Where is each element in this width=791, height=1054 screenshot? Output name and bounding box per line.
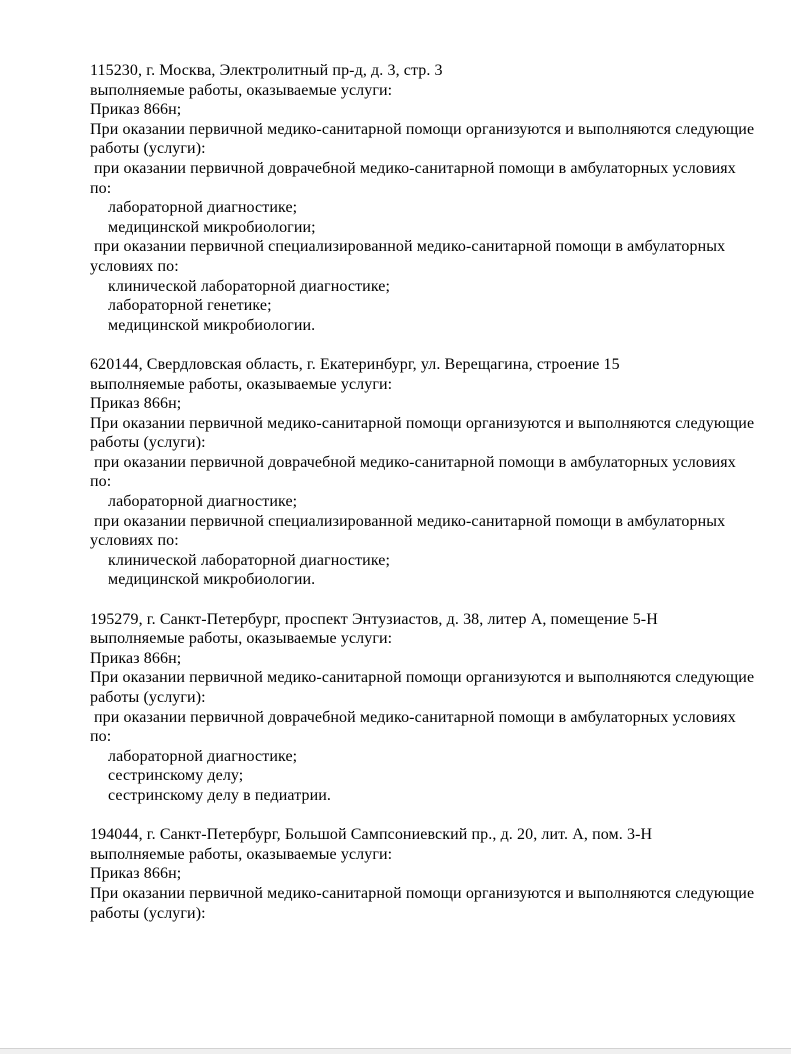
text-line: Приказ 866н;	[90, 395, 182, 413]
address-line: 194044, г. Санкт-Петербург, Большой Сампсониевский пр., д. 20, лит. А, пом. 3-Н	[90, 826, 653, 844]
text-line: При оказании первичной медико-санитарной помощи организуются и выполняются следующие	[90, 120, 755, 138]
address-line: 115230, г. Москва, Электролитный пр-д, д. 3, стр. 3	[90, 62, 443, 79]
text-line: лабораторной диагностике;	[108, 747, 298, 765]
text-line: лабораторной диагностике;	[108, 199, 298, 217]
text-line: работы (услуги):	[90, 434, 206, 452]
text-line: медицинской микробиологии;	[108, 218, 316, 236]
text-line: Приказ 866н;	[90, 101, 182, 119]
text-line: работы (услуги):	[90, 140, 206, 158]
license-address-block	[90, 355, 755, 590]
text-line: при оказании первичной доврачебной медико-санитарной помощи в амбулаторных условиях	[94, 159, 736, 177]
text-line: при оказании первичной доврачебной медико-санитарной помощи в амбулаторных условиях	[94, 453, 736, 471]
text-line: по:	[90, 179, 112, 197]
text-line: при оказании первичной специализированной медико-санитарной помощи в амбулаторных	[94, 512, 726, 530]
text-line: сестринскому делу в педиатрии.	[108, 786, 332, 804]
text-line: медицинской микробиологии.	[108, 316, 316, 334]
text-line: при оказании первичной доврачебной медико-санитарной помощи в амбулаторных условиях	[94, 708, 736, 726]
text-line: по:	[90, 728, 112, 746]
text-line: сестринскому делу;	[108, 767, 244, 785]
text-line: Приказ 866н;	[90, 865, 182, 883]
text-line: работы (услуги):	[90, 689, 206, 706]
text-line: по:	[90, 473, 112, 491]
text-line: При оказании первичной медико-санитарной помощи организуются и выполняются следующие	[90, 884, 755, 902]
address-line: 195279, г. Санкт-Петербург, проспект Энтузиастов, д. 38, литер А, помещение 5-Н	[90, 610, 658, 628]
document-body	[90, 61, 755, 923]
text-line: лабораторной генетике;	[108, 297, 272, 315]
text-line: при оказании первичной специализированной медико-санитарной помощи в амбулаторных	[94, 238, 726, 256]
text-line: клинической лабораторной диагностике;	[108, 551, 391, 569]
text-line: выполняемые работы, оказываемые услуги:	[90, 630, 393, 648]
license-address-block	[90, 825, 755, 923]
text-line: выполняемые работы, оказываемые услуги:	[90, 81, 393, 99]
text-line: условиях по:	[90, 257, 179, 275]
text-line: условиях по:	[90, 532, 179, 550]
text-line: выполняемые работы, оказываемые услуги:	[90, 845, 393, 863]
license-address-block	[90, 610, 755, 806]
text-line: При оказании первичной медико-санитарной помощи организуются и выполняются следующие	[90, 669, 755, 687]
text-line: Приказ 866н;	[90, 649, 182, 667]
address-line: 620144, Свердловская область, г. Екатеринбург, ул. Верещагина, строение 15	[90, 355, 620, 373]
text-line: клинической лабораторной диагностике;	[108, 277, 391, 295]
text-line: лабораторной диагностике;	[108, 493, 298, 511]
text-line: выполняемые работы, оказываемые услуги:	[90, 375, 393, 393]
text-line: медицинской микробиологии.	[108, 571, 316, 589]
text-line: работы (услуги):	[90, 904, 206, 922]
text-line: При оказании первичной медико-санитарной помощи организуются и выполняются следующие	[90, 414, 755, 432]
license-address-block	[90, 61, 755, 335]
horizontal-scrollbar-track[interactable]	[0, 1048, 791, 1054]
